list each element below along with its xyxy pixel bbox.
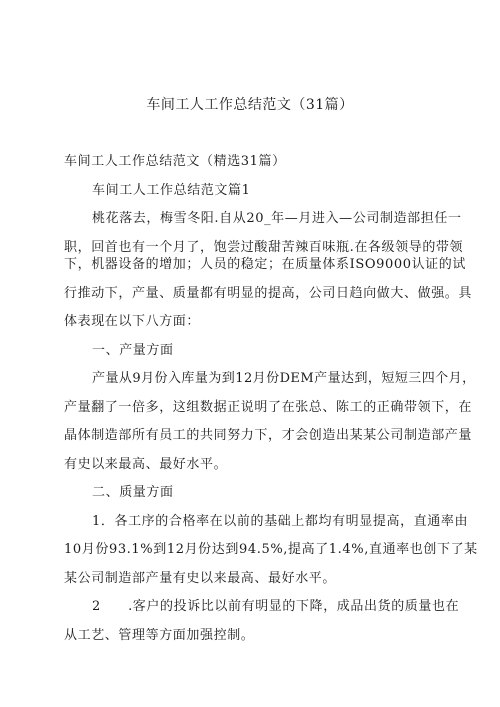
paragraph-line: 行推动下，产量、质量都有明显的提高，公司日趋向做大、做强。具: [64, 286, 473, 301]
paragraph-line: 下，机器设备的增加；人员的稳定；在质量体系ISO9000认证的试: [64, 257, 466, 272]
section-heading: 车间工人工作总结范文篇1: [92, 183, 251, 198]
paragraph-line: 10月份93.1%到12月份达到94.5%,提高了1.4%,直通率也创下了某: [64, 542, 478, 557]
paragraph-line: 从工艺、管理等方面加强控制。: [64, 628, 255, 643]
paragraph-line: 1．各工序的合格率在以前的基础上都均有明显提高，直通率由: [92, 514, 469, 529]
paragraph-line: 有史以来最高、最好水平。: [64, 457, 228, 472]
paragraph-line: 职，回首也有一个月了，饱尝过酸甜苦辣百味瓶.在各级领导的带领: [64, 240, 464, 255]
document-title: 车间工人工作总结范文（31篇）: [146, 97, 354, 113]
subsection-heading: 一、产量方面: [92, 343, 174, 358]
paragraph-line: 晶体制造部所有员工的共同努力下，才会创造出某某公司制造部产量: [64, 428, 473, 443]
paragraph-line: 体表现在以下八方面：: [64, 314, 201, 329]
subtitle-line: 车间工人工作总结范文（精选31篇）: [64, 154, 286, 169]
paragraph-line: 2 .客户的投诉比以前有明显的下降，成品出货的质量也在: [92, 599, 460, 614]
paragraph-line: 某公司制造部产量有史以来最高、最好水平。: [64, 571, 337, 586]
paragraph-line: 产量翻了一倍多，这组数据正说明了在张总、陈工的正确带领下，在: [64, 400, 473, 415]
subsection-heading: 二、质量方面: [92, 485, 174, 500]
paragraph-line: 产量从9月份入库量为到12月份DEM产量达到，短短三四个月，: [92, 371, 476, 386]
paragraph-line: 桃花落去，梅雪冬阳.自从20_年—月进入—公司制造部担任一: [92, 211, 462, 226]
